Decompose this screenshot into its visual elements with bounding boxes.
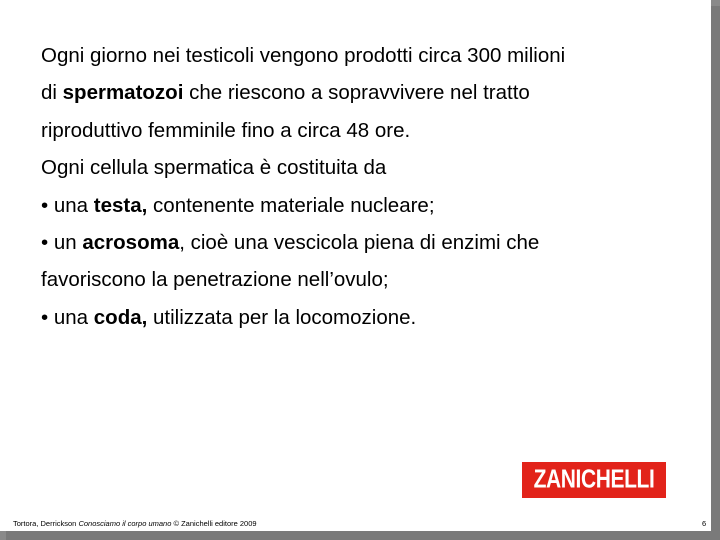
text-run: utilizzata per la locomozione. [147, 305, 417, 329]
footer-book-title: Conosciamo il corpo umano [78, 519, 172, 528]
bold-term: testa, [93, 193, 148, 217]
text-run: riproduttivo femminile fino a circa 48 ore. [41, 118, 411, 142]
page-number: 6 [702, 519, 707, 528]
zanichelli-logo [522, 462, 666, 498]
footer-publisher: © Zanichelli editore 2009 [171, 519, 257, 528]
paragraph-line [41, 74, 681, 111]
text-run: di [41, 81, 63, 105]
text-run: che riescono a sopravvivere nel tratto [183, 81, 530, 105]
paragraph-line [41, 149, 681, 186]
bullet-item [41, 224, 681, 261]
paragraph-line [41, 112, 681, 149]
text-run: • una [41, 193, 94, 217]
bullet-item [41, 299, 681, 336]
footer-authors: Tortora, Derrickson [13, 519, 79, 528]
footer-credit [13, 519, 257, 528]
bold-term: spermatozoi [62, 81, 184, 105]
text-run: Ogni cellula spermatica è costituita da [41, 156, 387, 180]
text-run: favoriscono la penetrazione nell’ovulo; [41, 268, 389, 292]
bullet-item [41, 187, 681, 224]
slide-body [41, 37, 681, 336]
bullet-continuation [41, 261, 681, 298]
text-run: • un [41, 231, 83, 255]
text-run: • una [41, 305, 94, 329]
bold-term: coda, [93, 305, 148, 329]
text-run: , cioè una vescicola piena di enzimi che [179, 231, 540, 255]
paragraph-line [41, 37, 681, 74]
text-run: Ogni giorno nei testicoli vengono prodotti circa 300 milioni [41, 44, 566, 67]
logo-text: ZANICHELLI [533, 465, 655, 494]
text-run: contenente materiale nucleare; [147, 193, 435, 217]
bold-term: acrosoma [82, 231, 180, 255]
